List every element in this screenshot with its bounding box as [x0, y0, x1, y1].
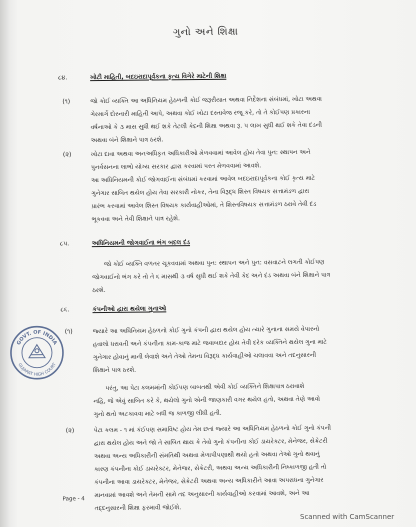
- text-line: પ્રારંભ કરવામાં આવેલ શિસ્ત વિષયક કાર્યવાહીઓમાં, તે શિસ્તવિષયક સત્તામંડળ ઠરાવે તેવી દંડ: [91, 200, 317, 211]
- text-line: ઠરશે.: [92, 286, 106, 295]
- text-line: શિક્ષાને પાત્ર ઠરશે.: [93, 366, 137, 375]
- text-line: નહિ, જે એવું સાબિત કરે કે, થયેલો ગુનો એની જાણકારી વગર થયેલ હતો, અથવા તેણે આવો: [93, 395, 321, 406]
- section-heading: ખોટી માહિતી, બદઇરાદાપૂર્વકના કૃત્ય વિગેરે માટેની શિક્ષા: [90, 72, 227, 82]
- text-line: ગુનો થતો અટકાવવા માટે બધી જ કાળજી લીધી હતી.: [93, 409, 222, 419]
- text-line: ગુનેગાર હોવાનું માની લેવાશે અને તેઓ તેમના વિરૂદ્ધ કાર્યવાહીઓ ચલાવવા અને તદનુસારની: [92, 351, 317, 362]
- section-number: ૮૪.: [58, 74, 68, 82]
- text-line: વર્ષનાઓ કે ૩ માસ સુધી થઈ શકે તેટલી કેદની શિક્ષા અથવા રૂ. ૫ લાખ સુધી થઈ શકે તેવા દંડની: [90, 121, 322, 132]
- text-line: તદ્દનુસારની શિક્ષા ફરમાવી જોઈશે.: [94, 504, 182, 513]
- text-line: પરંતુ, આ પેટા કલમમાંની કોઈપણ બાબતથી એવી કોઈ વ્યક્તિને શિક્ષાપાત્ર ઠરાવાશે: [105, 382, 305, 392]
- section-heading: કંપનીઓ દ્વારા થયેલા ગુનાઓ: [92, 305, 167, 314]
- section-heading: અધિનિયમની જોગવાઈના ભંગ બદલ દંડ: [91, 239, 191, 248]
- stamp-top-text: GOVT. OF INDIA: [15, 329, 58, 347]
- text-line: કંપનીના આવા ડાયરેક્ટર, મેનેજર, સેક્રેટરી અથવા અન્ય અધિકારીને આવા અપરાધના ગુનેગાર: [94, 476, 324, 487]
- section-number: ૮૬.: [60, 306, 70, 314]
- text-line: ગુનેગાર સાબિત થયેલ હોય તેવા સરકારી નોકર, તેના વિરૂદ્ધ શિસ્ત વિષયક સત્તામંડળ દ્વારા: [91, 187, 310, 198]
- para-number: (૧): [64, 328, 73, 336]
- section-number: ૮૫.: [59, 240, 70, 248]
- text-line: અથવા અન્ય અધિકારીની સંમતિથી અથવા મેળાપીપણાથી થયો હતો અથવા તેઓ ગુનો થવાનું: [94, 450, 320, 461]
- stamp-bottom-text: GUJARAT HIGH COURT: [17, 361, 57, 377]
- text-line: જો કોઈ વ્યક્તિ આ અધિનિયમ હેઠળની કોઈ જરૂરીયાત અથવા નિર્દેશના સંબંધમાં, ખોટા અથવા: [90, 95, 322, 106]
- text-line: પુનર્વસનના લાભો યોગ્ય સરકાર દ્વારા કરવામાં પરત મેળવવામાં આવશે.: [90, 162, 262, 172]
- text-line: જ્યારે આ અધિનિયમ હેઠળનો કોઈ ગુનો કંપની દ્વારા થયેલ હોય ત્યારે ગુનાના સમયે વેપારનો: [92, 325, 320, 336]
- para-number: (૨): [65, 427, 75, 435]
- document-title: ગુનો અને શિક્ષા: [172, 26, 239, 39]
- text-line: કારણ કંપનીના કોઈ ડાયરેક્ટર, મેનેજર, સેક્રેટરી, અથવા અન્ય અધિકારીની નિષ્કાળજી હતી તો: [94, 463, 327, 474]
- text-line: આ અધિનિયમની કોઈ જોગવાઈના સંબંધમાં કરવામાં આવેલ બદઇરાદાપૂર્વકના કોઈ કૃત્ય માટે: [91, 174, 316, 185]
- text-line: ભૂકવવા અને તેવી શિક્ષાને પાત્ર રહેશે.: [91, 215, 180, 224]
- official-stamp-seal: [9, 324, 66, 381]
- scanner-watermark: Scanned with CamScanner: [300, 513, 395, 521]
- text-line: દ્વારા થયેલ હોય અને જો તે સાબિત થાય કે તેવો ગુનો કંપનીના કોઈ ડાયરેક્ટર, મેનેજર, સેક્રેટરી: [93, 437, 328, 448]
- text-line: અથવા બંને શિક્ષાને પાત્ર ઠરશે.: [90, 136, 164, 145]
- para-number: (૧): [62, 98, 71, 106]
- text-line: જો કોઈ વ્યક્તિ વળતર ચૂકવવામાં અથવા પુન: સ્થાપન અને પુન: વસવાટને લગતી કોઈપણ: [104, 258, 325, 269]
- text-line: માનવામાં આવશે અને તેમની સામે તદ અનુસારની કાર્યવાહીઓ કરવામાં આવશે, અને આ: [94, 489, 310, 500]
- text-line: જોગવાઈનો ભંગ કરે તો તે ૬ માસથી ૩ વર્ષ સુધી થઈ શકે તેવી કેદ અને દંડ અથવા બંને શિક્ષાને પાત્ર: [92, 271, 331, 282]
- page-number: Page - 4: [62, 496, 85, 503]
- text-line: હવાલો ધરાવતી અને કંપનીના કામ-કાજ માટે જવાબદાર હોય તેવી દરેક વ્યક્તિને થયેલ ગુના માટે: [92, 338, 327, 349]
- text-line: પેટા કલમ - ૧ માં કંઈપણ સમાવિષ્ટ હોય તેમ છતાં જ્યારે આ અધિનિયમ હેઠળનો કોઈ ગુનો કંપની: [93, 424, 332, 435]
- para-number: (૨): [62, 151, 72, 159]
- text-line: ખોટા દાવા અથવા અનઅધિકૃત અધિકારીઓ મેળવવામાં આવેલ હોય તેવા પુન: સ્થાપન અને: [90, 148, 311, 159]
- text-line: ગેરમાર્ગે દોરનારી માહિતી આપે, અથવા કોઈ ખોટા દસ્તાવેજ રજૂ કરે, તો તે કોઈપણ પ્રકારના: [90, 108, 311, 119]
